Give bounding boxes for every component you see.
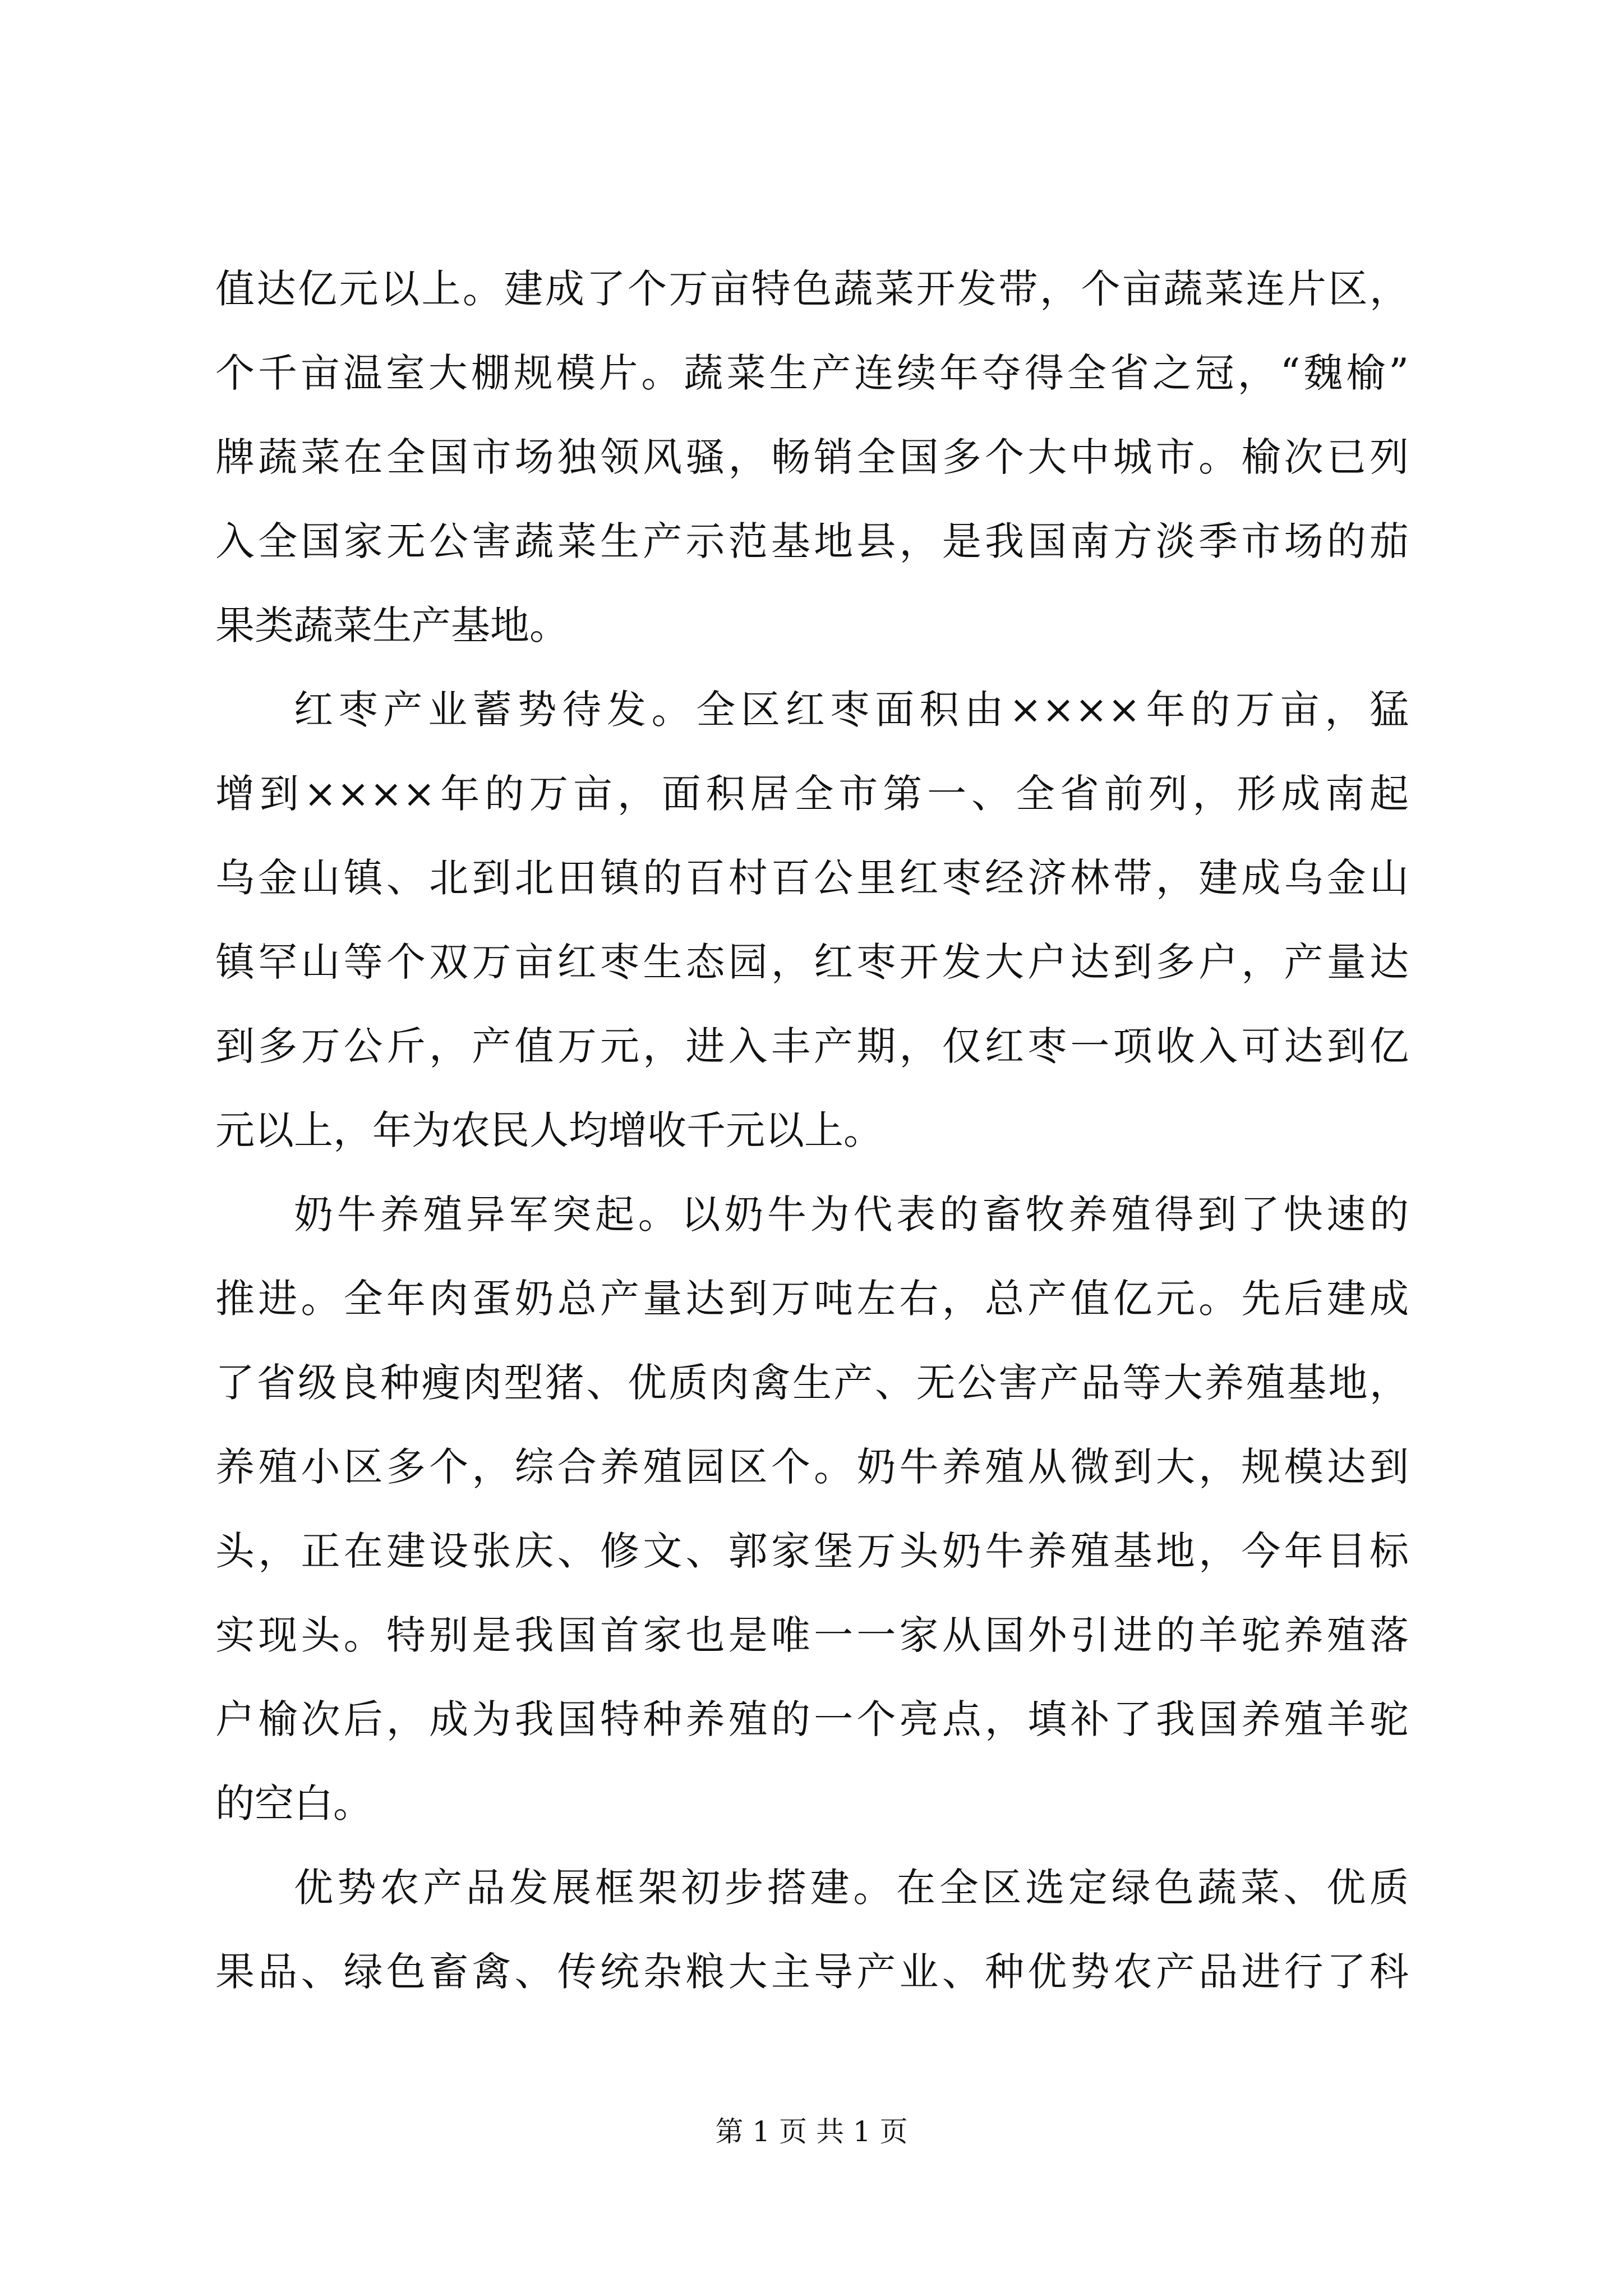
text-line: 镇罕山等个双万亩红枣生态园，红枣开发大户达到多户，产量达: [215, 939, 1409, 985]
text-line: 推进。全年肉蛋奶总产量达到万吨左右，总产值亿元。先后建成: [215, 1276, 1409, 1322]
text-line: 果品、绿色畜禽、传统杂粮大主导产业、种优势农产品进行了科: [215, 1949, 1409, 1995]
text-line: 养殖小区多个，综合养殖园区个。奶牛养殖从微到大，规模达到: [215, 1444, 1409, 1490]
text-line: 的空白。: [215, 1780, 372, 1826]
text-line: 果类蔬菜生产基地。: [215, 602, 569, 648]
text-line: 优势农产品发展框架初步搭建。在全区选定绿色蔬菜、优质: [294, 1865, 1409, 1911]
text-line: 了省级良种瘦肉型猪、优质肉禽生产、无公害产品等大养殖基地，: [215, 1360, 1409, 1406]
text-line: 实现头。特别是我国首家也是唯一一家从国外引进的羊驼养殖落: [215, 1612, 1409, 1658]
text-line: 增到××××年的万亩，面积居全市第一、全省前列，形成南起: [215, 771, 1409, 817]
text-line: 到多万公斤，产值万元，进入丰产期，仅红枣一项收入可达到亿: [215, 1023, 1409, 1069]
text-line: 户榆次后，成为我国特种养殖的一个亮点，填补了我国养殖羊驼: [215, 1696, 1409, 1742]
document-body: [215, 247, 1409, 2014]
text-line: 乌金山镇、北到北田镇的百村百公里红枣经济林带，建成乌金山: [215, 855, 1409, 901]
text-line: 牌蔬菜在全国市场独领风骚，畅销全国多个大中城市。榆次已列: [215, 434, 1409, 480]
text-line: 入全国家无公害蔬菜生产示范基地县，是我国南方淡季市场的茄: [215, 518, 1409, 564]
text-line: 值达亿元以上。建成了个万亩特色蔬菜开发带，个亩蔬菜连片区，: [215, 266, 1409, 312]
page-footer: 第 1 页 共 1 页: [715, 2115, 908, 2148]
text-line: 个千亩温室大棚规模片。蔬菜生产连续年夺得全省之冠，“魏榆”: [215, 350, 1409, 396]
text-line: 元以上，年为农民人均增收千元以上。: [215, 1107, 883, 1153]
text-line: 奶牛养殖异军突起。以奶牛为代表的畜牧养殖得到了快速的: [294, 1191, 1409, 1237]
text-line: 头，正在建设张庆、修文、郭家堡万头奶牛养殖基地，今年目标: [215, 1528, 1409, 1574]
text-line: 红枣产业蓄势待发。全区红枣面积由××××年的万亩，猛: [294, 687, 1409, 733]
